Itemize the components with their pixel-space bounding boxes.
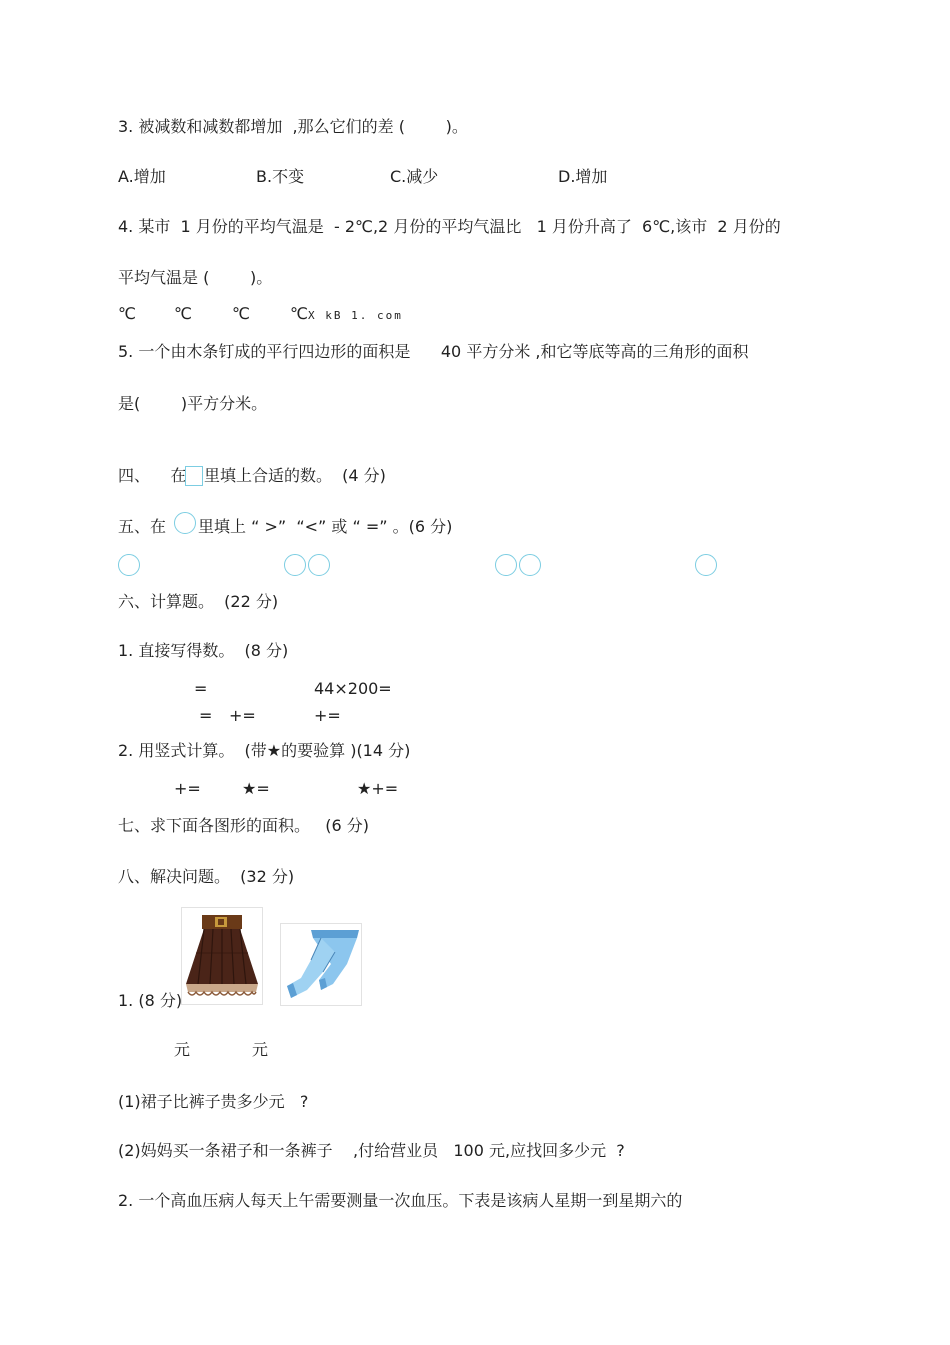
sec5-suffix: 里填上 “ >” “<” 或 “ =” 。(6 分) xyxy=(198,517,453,536)
sec4-suffix: 里填上合适的数。 (4 分) xyxy=(204,466,386,485)
skirt-icon xyxy=(182,908,262,1004)
calc-row3-b: ★= xyxy=(242,779,270,798)
compare-circle-1 xyxy=(118,554,140,576)
q3-option-b: B.不变 xyxy=(256,167,305,186)
sec7-title: 七、求下面各图形的面积。 (6 分) xyxy=(118,816,370,835)
q5-line2: 是( )平方分米。 xyxy=(118,394,268,413)
pants-price: 元 xyxy=(252,1040,269,1059)
compare-circle-2 xyxy=(284,554,306,576)
sec8-q1-1: (1)裙子比裤子贵多少元 ? xyxy=(118,1092,309,1111)
q4-line1: 4. 某市 1 月份的平均气温是 - 2℃,2 月份的平均气温比 1 月份升高了 6℃,该市 2 月份的 xyxy=(118,217,781,236)
answer-circle xyxy=(174,512,196,534)
answer-box xyxy=(185,466,203,486)
q3-option-c: C.减少 xyxy=(390,167,439,186)
calc-row2-b: += xyxy=(229,706,256,725)
sec6-title: 六、计算题。 (22 分) xyxy=(118,592,279,611)
sec6-sub1: 1. 直接写得数。 (8 分) xyxy=(118,641,289,660)
pants-icon xyxy=(281,924,361,1005)
compare-circle-4 xyxy=(495,554,517,576)
q3-option-a: A.增加 xyxy=(118,167,166,186)
sec8-title: 八、解决问题。 (32 分) xyxy=(118,867,295,886)
calc-row3-c: ★+= xyxy=(357,779,399,798)
watermark-text: X kB 1. com xyxy=(308,309,403,322)
sec8-q2: 2. 一个高血压病人每天上午需要测量一次血压。下表是该病人星期一到星期六的 xyxy=(118,1191,683,1210)
q4-option-a: ℃ xyxy=(118,304,136,323)
compare-circle-6 xyxy=(695,554,717,576)
compare-circle-3 xyxy=(308,554,330,576)
skirt-image xyxy=(181,907,263,1005)
calc-row1-a: = xyxy=(194,679,208,698)
q4-line2: 平均气温是 ( )。 xyxy=(118,268,273,287)
q3-text: 3. 被减数和减数都增加 ,那么它们的差 ( )。 xyxy=(118,117,468,136)
sec8-q1-label: 1. (8 分) xyxy=(118,991,183,1010)
compare-circle-5 xyxy=(519,554,541,576)
calc-row2-c: += xyxy=(314,706,341,725)
q3-option-d: D.增加 xyxy=(558,167,608,186)
skirt-price: 元 xyxy=(174,1040,191,1059)
q4-option-b: ℃ xyxy=(174,304,192,323)
q5-line1: 5. 一个由木条钉成的平行四边形的面积是 40 平方分米 ,和它等底等高的三角形的面积 xyxy=(118,342,749,361)
pants-image xyxy=(280,923,362,1006)
q4-option-d: ℃ xyxy=(290,304,308,323)
sec4-prefix: 四、 在 xyxy=(118,466,187,485)
calc-row1-b: 44×200= xyxy=(314,679,392,698)
calc-row2-a: = xyxy=(199,706,213,725)
calc-row3-a: += xyxy=(174,779,201,798)
q4-option-c: ℃ xyxy=(232,304,250,323)
sec8-q1-2: (2)妈妈买一条裙子和一条裤子 ,付给营业员 100 元,应找回多少元 ? xyxy=(118,1141,625,1160)
sec6-sub2: 2. 用竖式计算。 (带★的要验算 )(14 分) xyxy=(118,741,411,760)
sec5-prefix: 五、在 xyxy=(118,517,167,536)
